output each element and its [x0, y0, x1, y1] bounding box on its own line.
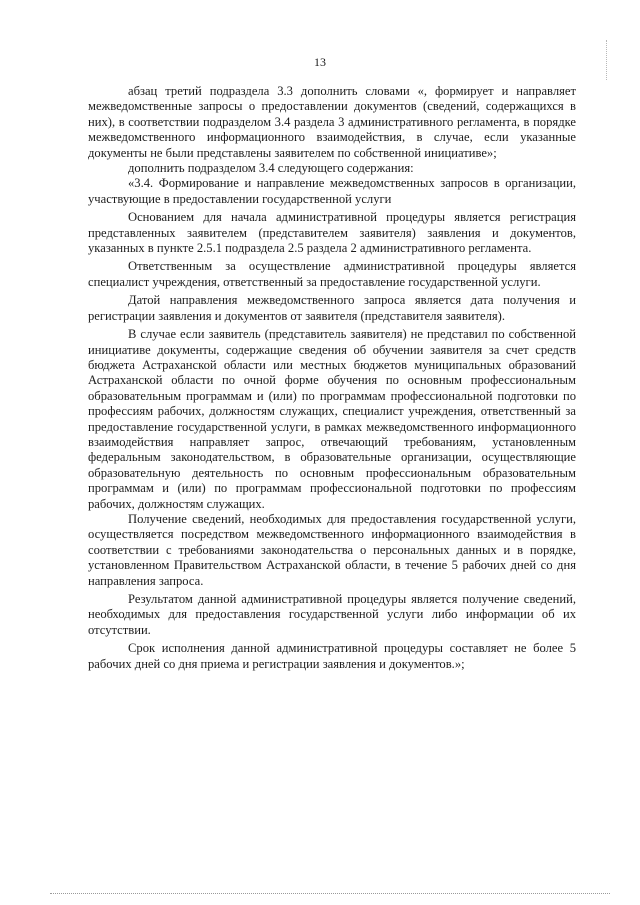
scan-edge-mark	[606, 40, 608, 80]
paragraph-10: Срок исполнения данной административной процедуры составляет не более 5 рабочих дней со дня приема и регистрации заявления и документов.»;	[88, 641, 576, 671]
document-body	[88, 84, 576, 672]
paragraph-5: Ответственным за осуществление административной процедуры является специалист учреждения, ответственный за предоставление государственной услуги.	[88, 259, 576, 289]
paragraph-2: дополнить подразделом 3.4 следующего содержания:	[128, 161, 414, 176]
paragraph-1: абзац третий подраздела 3.3 дополнить словами «, формирует и направляет межведомственные запросы о предоставлении документов (сведений, содержащихся в них), в соответствии подразделом 3.4 раздела 3 административного регламента, в порядке межведомственного информационного взаимодействия, в случае, если указанные документы не были представлены заявителем по собственной инициативе»;	[88, 84, 576, 160]
paragraph-9: Результатом данной административной процедуры является получение сведений, необходимых для предоставления государственной услуги либо информации об их отсутствии.	[88, 592, 576, 637]
bottom-divider	[50, 893, 610, 894]
paragraph-6: Датой направления межведомственного запроса является дата получения и регистрации заявления и документов от заявителя (представителя заявителя).	[88, 293, 576, 323]
paragraph-3: «3.4. Формирование и направление межведомственных запросов в организации, участвующие в предоставлении государственной услуги	[88, 176, 576, 206]
paragraph-4: Основанием для начала административной процедуры является регистрация представленных заявителем (представителем заявителя) заявления и документов, указанных в пункте 2.5.1 подраздела 2.5 раздела 2 административного регламента.	[88, 210, 576, 256]
page-number: 13	[314, 55, 326, 69]
paragraph-8: Получение сведений, необходимых для предоставления государственной услуги, осуществляется посредством межведомственного информационного взаимодействия в соответствии с требованиями законодательства о персональных данных и в порядке, установленном Правительством Астраханской области, в течение 5 рабочих дней со дня направления запроса.	[88, 511, 576, 588]
paragraph-7: В случае если заявитель (представитель заявителя) не представил по собственной инициативе документы, содержащие сведения об обучении заявителя за счет средств бюджета Астраханской области или местных бюджетов муниципальных образований Астраханской области по очной форме обучения по основным профессиональным образовательным программам и (или) по программам профессиональной подготовки по профессиям рабочих, должностям служащих, специалист учреждения, ответственный за предоставление государственной услуги, в рамках межведомственного информационного взаимодействия направляет запрос, отвечающий требованиям, установленным федеральным законодательством, в образовательные организации, осуществляющие образовательную деятельность по основным профессиональным образовательным программам и (или) по программам профессиональной подготовки по профессиям рабочих, должностям служащих.	[88, 327, 576, 511]
